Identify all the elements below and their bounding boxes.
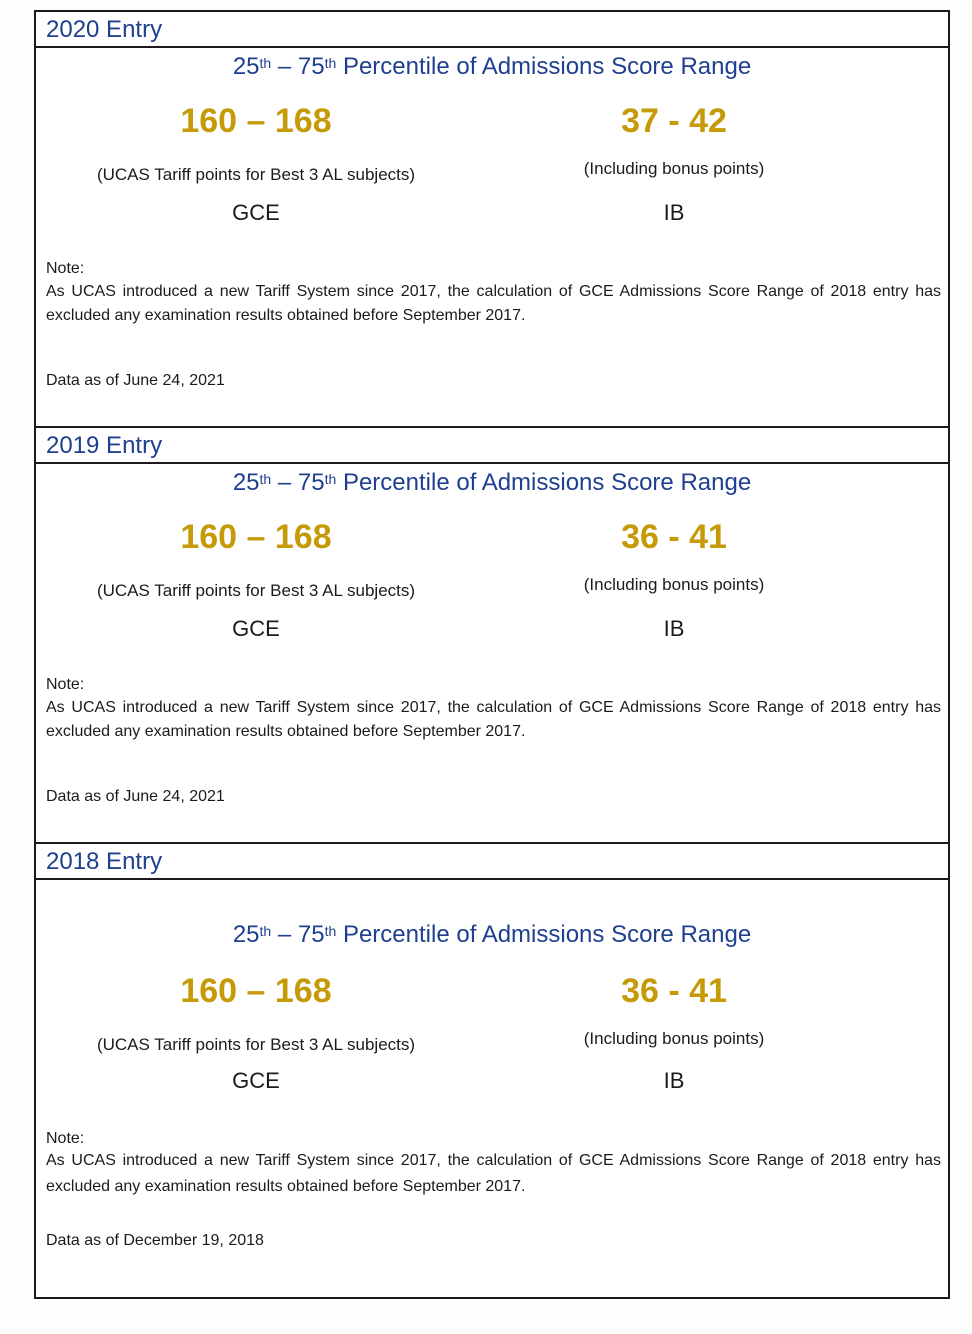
- note-text: As UCAS introduced a new Tariff System since 2017, the calculation of GCE Admissions Score Range of 2018 entry has excluded any examination results obtained before September 2017.: [46, 699, 941, 740]
- ib-score-range: 36 - 41: [621, 518, 727, 556]
- percentile-25: 25: [232, 921, 260, 948]
- entry-heading: 2018 Entry: [46, 848, 163, 875]
- gce-score-range: 160 – 168: [180, 518, 332, 556]
- percentile-75: 75: [297, 469, 325, 496]
- ib-score-range: 36 - 41: [621, 972, 727, 1010]
- gce-score-range: 160 – 168: [180, 102, 332, 140]
- data-date: Data as of December 19, 2018: [46, 1232, 264, 1249]
- percentile-title-rest: Percentile of Admissions Score Range: [336, 53, 752, 80]
- range-dash: –: [271, 53, 298, 80]
- note-label: Note:: [46, 260, 85, 277]
- entry-heading-bar: [36, 12, 948, 48]
- ordinal-suffix: th: [324, 923, 337, 939]
- note-label: Note:: [46, 1130, 85, 1147]
- admissions-document: [34, 10, 950, 1299]
- gce-caption: (UCAS Tariff points for Best 3 AL subjects): [96, 581, 416, 600]
- percentile-75: 75: [297, 53, 325, 80]
- ib-label: IB: [663, 1068, 685, 1093]
- percentile-25: 25: [232, 469, 260, 496]
- gce-label: GCE: [232, 1068, 280, 1093]
- entry-heading-bar: [36, 428, 948, 464]
- percentile-title-rest: Percentile of Admissions Score Range: [336, 469, 752, 496]
- percentile-25: 25: [232, 53, 260, 80]
- entry-section-2018: [36, 844, 948, 1299]
- range-dash: –: [271, 921, 298, 948]
- percentile-title-rest: Percentile of Admissions Score Range: [336, 921, 752, 948]
- note-text: As UCAS introduced a new Tariff System since 2017, the calculation of GCE Admissions Score Range of 2018 entry has excluded any examination results obtained before September 2017.: [46, 1152, 941, 1195]
- ib-caption: (Including bonus points): [583, 575, 765, 594]
- ib-caption: (Including bonus points): [583, 1029, 765, 1048]
- note-label: Note:: [46, 676, 85, 693]
- gce-score-range: 160 – 168: [180, 972, 332, 1010]
- ordinal-suffix: th: [259, 471, 272, 487]
- data-date: Data as of June 24, 2021: [46, 788, 225, 805]
- range-dash: –: [271, 469, 298, 496]
- entry-section-2020: [36, 12, 948, 428]
- note-text: As UCAS introduced a new Tariff System since 2017, the calculation of GCE Admissions Score Range of 2018 entry has excluded any examination results obtained before September 2017.: [46, 283, 941, 324]
- ordinal-suffix: th: [324, 55, 337, 71]
- ib-score-range: 37 - 42: [621, 102, 727, 140]
- percentile-range-title: [36, 52, 948, 82]
- gce-caption: (UCAS Tariff points for Best 3 AL subjects): [96, 165, 416, 184]
- ib-label: IB: [663, 616, 685, 641]
- data-date: Data as of June 24, 2021: [46, 372, 225, 389]
- percentile-range-title: [36, 468, 948, 498]
- ib-label: IB: [663, 200, 685, 225]
- percentile-75: 75: [297, 921, 325, 948]
- entry-heading: 2020 Entry: [46, 16, 163, 43]
- gce-label: GCE: [232, 200, 280, 225]
- ordinal-suffix: th: [259, 55, 272, 71]
- percentile-range-title: [36, 920, 948, 950]
- entry-section-2019: [36, 428, 948, 844]
- entry-heading-bar: [36, 844, 948, 880]
- gce-caption: (UCAS Tariff points for Best 3 AL subjects): [96, 1035, 416, 1054]
- gce-label: GCE: [232, 616, 280, 641]
- ib-caption: (Including bonus points): [583, 159, 765, 178]
- ordinal-suffix: th: [324, 471, 337, 487]
- ordinal-suffix: th: [259, 923, 272, 939]
- entry-heading: 2019 Entry: [46, 432, 163, 459]
